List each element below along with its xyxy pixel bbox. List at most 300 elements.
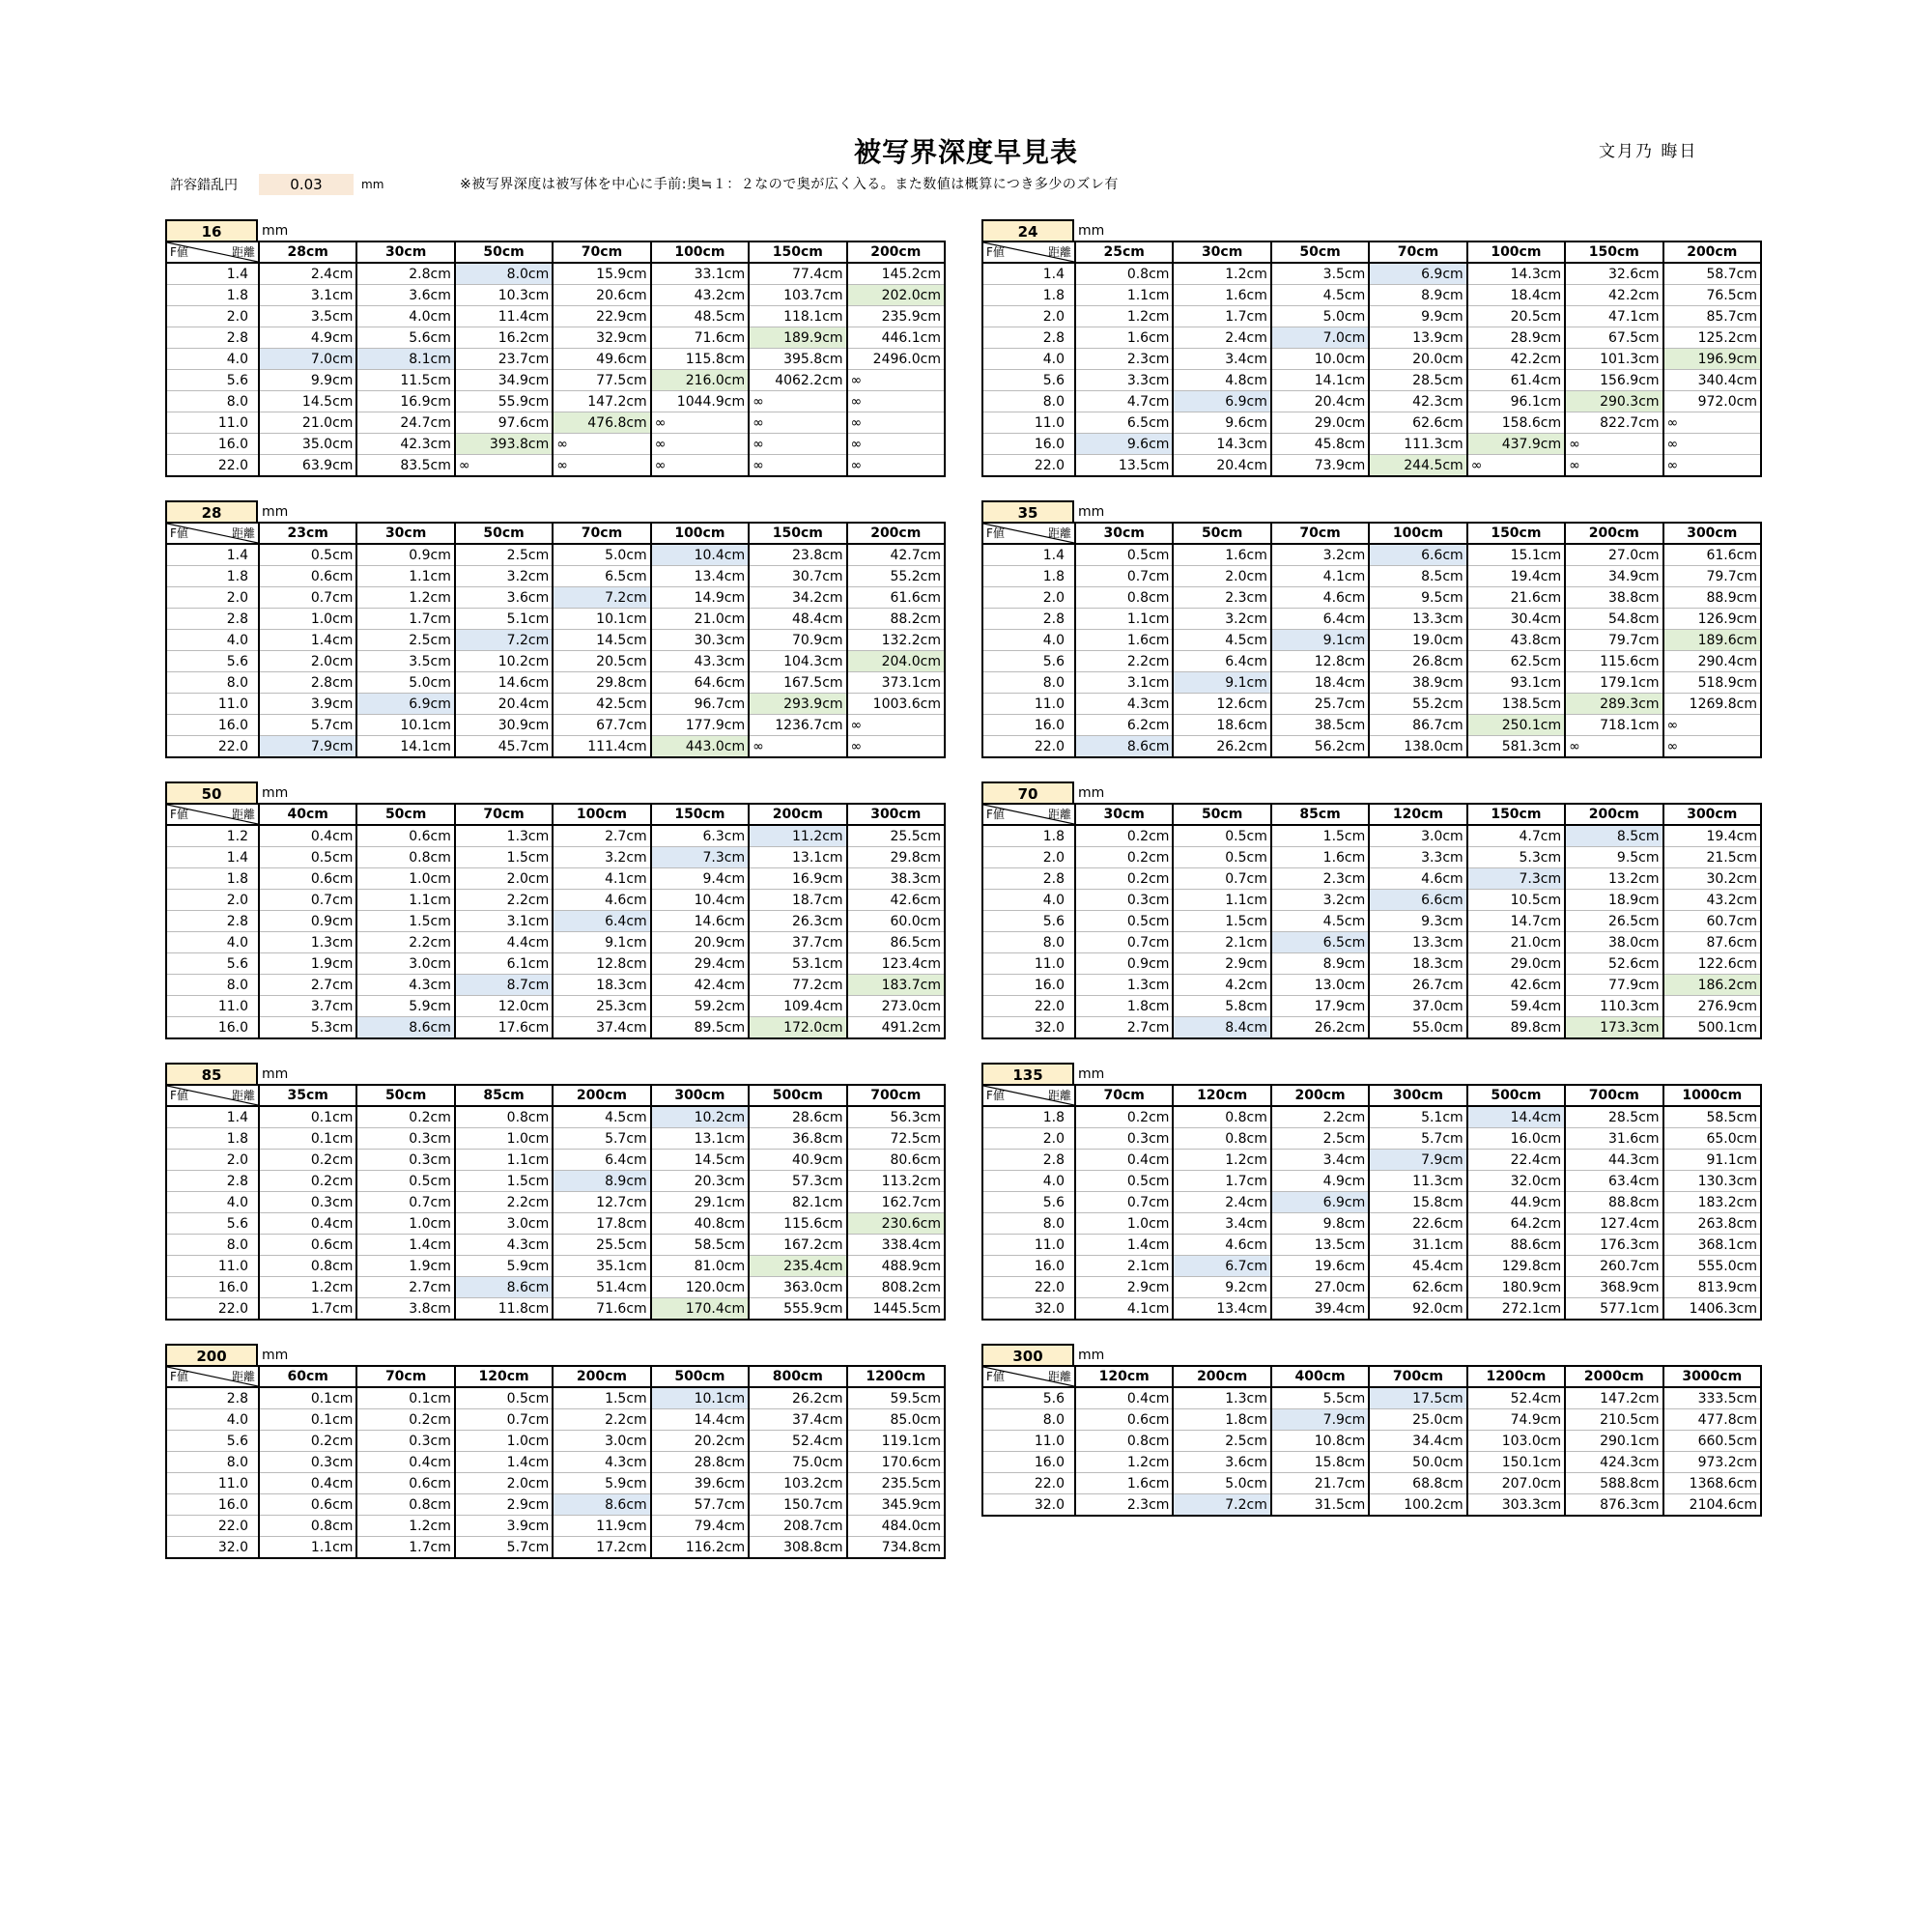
dof-value-cell: 88.9cm bbox=[1663, 587, 1761, 609]
dof-value-cell: 0.5cm bbox=[455, 1387, 553, 1409]
dof-value-cell: 12.8cm bbox=[553, 953, 650, 975]
distance-header: 距離 bbox=[1047, 245, 1071, 259]
f-number-cell: 5.6 bbox=[982, 1387, 1075, 1409]
f-number-cell: 8.0 bbox=[166, 975, 259, 996]
dof-value-cell: 20.4cm bbox=[455, 694, 553, 715]
dof-value-cell: 1.6cm bbox=[1075, 1473, 1173, 1494]
f-number-cell: 2.0 bbox=[166, 306, 259, 327]
f-number-cell: 32.0 bbox=[166, 1537, 259, 1559]
dof-value-cell: 5.7cm bbox=[455, 1537, 553, 1559]
table-row bbox=[982, 1150, 1761, 1171]
dof-value-cell: 16.9cm bbox=[356, 391, 454, 412]
dof-value-cell: 9.1cm bbox=[553, 932, 650, 953]
dof-value-cell: 25.7cm bbox=[1271, 694, 1369, 715]
dof-value-cell: 1.3cm bbox=[259, 932, 356, 953]
dof-value-cell: 4.5cm bbox=[1271, 285, 1369, 306]
dof-value-cell: 0.7cm bbox=[259, 587, 356, 609]
table-head bbox=[165, 1061, 946, 1084]
f-number-cell: 1.8 bbox=[166, 868, 259, 890]
dof-value-cell: ∞ bbox=[1467, 455, 1565, 477]
dof-value-cell: 23.8cm bbox=[749, 544, 846, 566]
corner-header bbox=[982, 804, 1075, 825]
dof-value-cell: 2.5cm bbox=[1271, 1128, 1369, 1150]
dof-value-cell: 813.9cm bbox=[1663, 1277, 1761, 1298]
dof-value-cell: 6.3cm bbox=[651, 825, 749, 847]
dof-value-cell: 14.6cm bbox=[455, 672, 553, 694]
dof-value-cell: 8.9cm bbox=[553, 1171, 650, 1192]
f-number-header: F値 bbox=[986, 1370, 1005, 1383]
f-number-cell: 11.0 bbox=[166, 996, 259, 1017]
dof-value-cell: 1.6cm bbox=[1173, 544, 1270, 566]
dof-value-cell: 1.2cm bbox=[356, 1516, 454, 1537]
dof-table-block bbox=[165, 217, 946, 477]
dof-value-cell: 126.9cm bbox=[1663, 609, 1761, 630]
f-number-cell: 11.0 bbox=[166, 694, 259, 715]
dof-value-cell: 196.9cm bbox=[1663, 349, 1761, 370]
dof-value-cell: 21.5cm bbox=[1663, 847, 1761, 868]
table-row bbox=[166, 370, 945, 391]
dof-value-cell: 21.7cm bbox=[1271, 1473, 1369, 1494]
dof-value-cell: 74.9cm bbox=[1467, 1409, 1565, 1431]
dof-value-cell: 3.8cm bbox=[356, 1298, 454, 1321]
dof-value-cell: 0.9cm bbox=[1075, 953, 1173, 975]
table-row bbox=[166, 1256, 945, 1277]
dof-value-cell: 29.0cm bbox=[1271, 412, 1369, 434]
dof-value-cell: 0.2cm bbox=[1075, 847, 1173, 868]
focal-length-value[interactable]: 70 bbox=[981, 781, 1074, 803]
dof-value-cell: 51.4cm bbox=[553, 1277, 650, 1298]
dof-value-cell: 14.5cm bbox=[259, 391, 356, 412]
dof-table bbox=[981, 241, 1762, 477]
dof-value-cell: 93.1cm bbox=[1467, 672, 1565, 694]
dof-value-cell: 7.2cm bbox=[455, 630, 553, 651]
author-name: 文月乃 晦日 bbox=[1599, 142, 1698, 161]
dof-table bbox=[981, 1365, 1762, 1517]
dof-value-cell: 67.7cm bbox=[553, 715, 650, 736]
dof-value-cell: 437.9cm bbox=[1467, 434, 1565, 455]
f-number-cell: 1.8 bbox=[982, 825, 1075, 847]
dof-value-cell: 63.4cm bbox=[1565, 1171, 1662, 1192]
dof-value-cell: 7.9cm bbox=[259, 736, 356, 758]
dof-value-cell: 2.9cm bbox=[1075, 1277, 1173, 1298]
dof-value-cell: 0.5cm bbox=[1173, 847, 1270, 868]
dof-value-cell: ∞ bbox=[847, 412, 945, 434]
table-row bbox=[982, 736, 1761, 758]
table-row bbox=[982, 306, 1761, 327]
dof-value-cell: 42.2cm bbox=[1467, 349, 1565, 370]
focal-length-value[interactable]: 16 bbox=[165, 219, 258, 241]
dof-value-cell: 5.3cm bbox=[259, 1017, 356, 1039]
f-number-cell: 22.0 bbox=[982, 736, 1075, 758]
distance-column-header: 70cm bbox=[356, 1366, 454, 1387]
dof-value-cell: 88.8cm bbox=[1565, 1192, 1662, 1213]
focal-unit: mm bbox=[262, 1348, 289, 1363]
table-row bbox=[166, 306, 945, 327]
dof-value-cell: 0.2cm bbox=[259, 1431, 356, 1452]
table-row bbox=[166, 1235, 945, 1256]
dof-value-cell: 65.0cm bbox=[1663, 1128, 1761, 1150]
dof-value-cell: 808.2cm bbox=[847, 1277, 945, 1298]
focal-length-value[interactable]: 300 bbox=[981, 1344, 1074, 1365]
table-row bbox=[982, 953, 1761, 975]
dof-value-cell: 40.8cm bbox=[651, 1213, 749, 1235]
dof-value-cell: 5.7cm bbox=[553, 1128, 650, 1150]
focal-length-value[interactable]: 85 bbox=[165, 1063, 258, 1084]
dof-value-cell: 11.2cm bbox=[749, 825, 846, 847]
dof-value-cell: 70.9cm bbox=[749, 630, 846, 651]
dof-value-cell: 368.1cm bbox=[1663, 1235, 1761, 1256]
f-number-cell: 1.8 bbox=[166, 285, 259, 306]
dof-value-cell: 7.0cm bbox=[1271, 327, 1369, 349]
dof-value-cell: 37.0cm bbox=[1369, 996, 1466, 1017]
dof-value-cell: 289.3cm bbox=[1565, 694, 1662, 715]
f-number-header: F値 bbox=[170, 808, 188, 821]
dof-value-cell: ∞ bbox=[1663, 455, 1761, 477]
header-row bbox=[982, 523, 1761, 544]
dof-value-cell: 7.3cm bbox=[651, 847, 749, 868]
dof-value-cell: 183.7cm bbox=[847, 975, 945, 996]
dof-value-cell: ∞ bbox=[847, 370, 945, 391]
table-row bbox=[166, 825, 945, 847]
focal-unit: mm bbox=[1078, 223, 1105, 239]
coc-label: 許容錯乱円 bbox=[170, 178, 238, 193]
dof-value-cell: ∞ bbox=[1565, 434, 1662, 455]
f-number-cell: 32.0 bbox=[982, 1298, 1075, 1321]
dof-value-cell: 52.4cm bbox=[1467, 1387, 1565, 1409]
distance-column-header: 150cm bbox=[651, 804, 749, 825]
dof-value-cell: 20.5cm bbox=[553, 651, 650, 672]
dof-value-cell: 0.4cm bbox=[1075, 1150, 1173, 1171]
header-row bbox=[166, 523, 945, 544]
table-row bbox=[982, 327, 1761, 349]
dof-value-cell: 173.3cm bbox=[1565, 1017, 1662, 1039]
focal-length-value[interactable]: 50 bbox=[165, 781, 258, 803]
dof-value-cell: 3.0cm bbox=[1369, 825, 1466, 847]
focal-length-value[interactable]: 200 bbox=[165, 1344, 258, 1365]
dof-value-cell: 2.4cm bbox=[1173, 327, 1270, 349]
distance-column-header: 100cm bbox=[1467, 242, 1565, 263]
f-number-cell: 11.0 bbox=[166, 412, 259, 434]
table-row bbox=[166, 1387, 945, 1409]
dof-value-cell: 80.6cm bbox=[847, 1150, 945, 1171]
table-row bbox=[982, 911, 1761, 932]
dof-value-cell: 9.9cm bbox=[259, 370, 356, 391]
table-row bbox=[166, 609, 945, 630]
dof-value-cell: 5.7cm bbox=[1369, 1128, 1466, 1150]
dof-value-cell: 17.5cm bbox=[1369, 1387, 1466, 1409]
f-number-cell: 1.8 bbox=[982, 285, 1075, 306]
dof-table bbox=[981, 522, 1762, 758]
dof-value-cell: 11.8cm bbox=[455, 1298, 553, 1321]
distance-column-header: 200cm bbox=[749, 804, 846, 825]
f-number-header: F値 bbox=[170, 1370, 188, 1383]
dof-value-cell: 42.3cm bbox=[1369, 391, 1466, 412]
table-row bbox=[982, 609, 1761, 630]
dof-value-cell: 119.1cm bbox=[847, 1431, 945, 1452]
focal-length-value[interactable]: 35 bbox=[981, 500, 1074, 522]
dof-value-cell: 0.2cm bbox=[356, 1106, 454, 1128]
focal-length-value[interactable]: 24 bbox=[981, 219, 1074, 241]
distance-column-header: 120cm bbox=[1369, 804, 1466, 825]
table-row bbox=[166, 1516, 945, 1537]
dof-value-cell: 2.7cm bbox=[356, 1277, 454, 1298]
focal-length-value[interactable]: 28 bbox=[165, 500, 258, 522]
dof-value-cell: 9.8cm bbox=[1271, 1213, 1369, 1235]
dof-value-cell: 110.3cm bbox=[1565, 996, 1662, 1017]
table-row bbox=[166, 455, 945, 477]
f-number-cell: 5.6 bbox=[982, 651, 1075, 672]
dof-value-cell: 0.8cm bbox=[356, 1494, 454, 1516]
dof-value-cell: 476.8cm bbox=[553, 412, 650, 434]
dof-value-cell: 79.7cm bbox=[1565, 630, 1662, 651]
dof-value-cell: 8.6cm bbox=[356, 1017, 454, 1039]
dof-value-cell: 0.7cm bbox=[1173, 868, 1270, 890]
header-row bbox=[166, 1085, 945, 1106]
distance-column-header: 50cm bbox=[356, 1085, 454, 1106]
dof-value-cell: 43.3cm bbox=[651, 651, 749, 672]
dof-value-cell: 1.9cm bbox=[356, 1256, 454, 1277]
dof-value-cell: 13.0cm bbox=[1271, 975, 1369, 996]
dof-value-cell: 0.1cm bbox=[259, 1387, 356, 1409]
dof-value-cell: 276.9cm bbox=[1663, 996, 1761, 1017]
dof-table-block bbox=[981, 498, 1762, 758]
dof-value-cell: 395.8cm bbox=[749, 349, 846, 370]
dof-value-cell: 555.0cm bbox=[1663, 1256, 1761, 1277]
coc-setting bbox=[170, 174, 384, 195]
dof-value-cell: 10.1cm bbox=[356, 715, 454, 736]
dof-value-cell: ∞ bbox=[847, 391, 945, 412]
dof-value-cell: 0.2cm bbox=[356, 1409, 454, 1431]
dof-value-cell: 8.6cm bbox=[553, 1494, 650, 1516]
dof-value-cell: 0.1cm bbox=[356, 1387, 454, 1409]
table-row bbox=[982, 434, 1761, 455]
dof-value-cell: 5.8cm bbox=[1173, 996, 1270, 1017]
dof-value-cell: 20.4cm bbox=[1271, 391, 1369, 412]
dof-value-cell: 1003.6cm bbox=[847, 694, 945, 715]
table-row bbox=[166, 736, 945, 758]
dof-value-cell: 9.2cm bbox=[1173, 1277, 1270, 1298]
dof-value-cell: 138.5cm bbox=[1467, 694, 1565, 715]
distance-column-header: 700cm bbox=[847, 1085, 945, 1106]
header-row bbox=[982, 242, 1761, 263]
coc-value-field[interactable]: 0.03 bbox=[259, 174, 354, 195]
dof-value-cell: 3.2cm bbox=[1271, 544, 1369, 566]
table-row bbox=[982, 1298, 1761, 1321]
distance-column-header: 200cm bbox=[1173, 1366, 1270, 1387]
dof-value-cell: ∞ bbox=[1663, 412, 1761, 434]
dof-value-cell: 32.6cm bbox=[1565, 263, 1662, 285]
dof-value-cell: 42.2cm bbox=[1565, 285, 1662, 306]
table-row bbox=[982, 455, 1761, 477]
table-head bbox=[981, 217, 1762, 241]
dof-value-cell: 263.8cm bbox=[1663, 1213, 1761, 1235]
dof-value-cell: 29.0cm bbox=[1467, 953, 1565, 975]
table-row bbox=[166, 1537, 945, 1559]
dof-value-cell: 876.3cm bbox=[1565, 1494, 1662, 1517]
dof-value-cell: 100.2cm bbox=[1369, 1494, 1466, 1517]
dof-value-cell: 44.3cm bbox=[1565, 1150, 1662, 1171]
dof-value-cell: 23.7cm bbox=[455, 349, 553, 370]
dof-value-cell: 822.7cm bbox=[1565, 412, 1662, 434]
dof-value-cell: 14.1cm bbox=[356, 736, 454, 758]
dof-value-cell: 54.8cm bbox=[1565, 609, 1662, 630]
dof-value-cell: 42.5cm bbox=[553, 694, 650, 715]
dof-value-cell: 4.6cm bbox=[1173, 1235, 1270, 1256]
f-number-cell: 2.0 bbox=[166, 890, 259, 911]
dof-value-cell: 44.9cm bbox=[1467, 1192, 1565, 1213]
dof-value-cell: 368.9cm bbox=[1565, 1277, 1662, 1298]
corner-header bbox=[982, 1366, 1075, 1387]
f-number-cell: 16.0 bbox=[982, 1256, 1075, 1277]
dof-value-cell: 1406.3cm bbox=[1663, 1298, 1761, 1321]
dof-value-cell: 42.6cm bbox=[847, 890, 945, 911]
table-row bbox=[166, 391, 945, 412]
dof-value-cell: 308.8cm bbox=[749, 1537, 846, 1559]
dof-value-cell: 2.1cm bbox=[1075, 1256, 1173, 1277]
corner-header bbox=[166, 804, 259, 825]
dof-value-cell: 4.9cm bbox=[259, 327, 356, 349]
dof-value-cell: 2.3cm bbox=[1075, 1494, 1173, 1517]
table-row bbox=[166, 1106, 945, 1128]
distance-header: 距離 bbox=[231, 1089, 255, 1102]
dof-value-cell: ∞ bbox=[749, 455, 846, 477]
dof-value-cell: 0.1cm bbox=[259, 1128, 356, 1150]
dof-value-cell: 3.3cm bbox=[1075, 370, 1173, 391]
dof-value-cell: 518.9cm bbox=[1663, 672, 1761, 694]
f-number-cell: 11.0 bbox=[166, 1473, 259, 1494]
dof-value-cell: 2.0cm bbox=[259, 651, 356, 672]
dof-value-cell: 162.7cm bbox=[847, 1192, 945, 1213]
dof-value-cell: 13.4cm bbox=[651, 566, 749, 587]
f-number-cell: 1.8 bbox=[166, 566, 259, 587]
f-number-cell: 5.6 bbox=[166, 651, 259, 672]
dof-value-cell: 7.3cm bbox=[1467, 868, 1565, 890]
dof-value-cell: 6.5cm bbox=[553, 566, 650, 587]
distance-column-header: 28cm bbox=[259, 242, 356, 263]
dof-value-cell: 18.4cm bbox=[1467, 285, 1565, 306]
dof-value-cell: 2104.6cm bbox=[1663, 1494, 1761, 1517]
corner-header bbox=[982, 242, 1075, 263]
table-row bbox=[166, 327, 945, 349]
corner-header bbox=[982, 1085, 1075, 1106]
dof-value-cell: 0.7cm bbox=[1075, 1192, 1173, 1213]
dof-value-cell: 5.1cm bbox=[1369, 1106, 1466, 1128]
dof-table-block bbox=[165, 1061, 946, 1321]
f-number-cell: 11.0 bbox=[166, 1256, 259, 1277]
dof-value-cell: 34.4cm bbox=[1369, 1431, 1466, 1452]
f-number-cell: 5.6 bbox=[166, 1213, 259, 1235]
dof-value-cell: 1044.9cm bbox=[651, 391, 749, 412]
dof-value-cell: 2.2cm bbox=[1075, 651, 1173, 672]
dof-value-cell: 39.6cm bbox=[651, 1473, 749, 1494]
dof-value-cell: 55.9cm bbox=[455, 391, 553, 412]
dof-value-cell: 1.2cm bbox=[259, 1277, 356, 1298]
distance-column-header: 85cm bbox=[1271, 804, 1369, 825]
dof-value-cell: 5.9cm bbox=[455, 1256, 553, 1277]
f-number-cell: 22.0 bbox=[982, 1277, 1075, 1298]
dof-value-cell: 4.7cm bbox=[1075, 391, 1173, 412]
dof-value-cell: 2.3cm bbox=[1271, 868, 1369, 890]
dof-value-cell: 1269.8cm bbox=[1663, 694, 1761, 715]
dof-value-cell: 4.4cm bbox=[455, 932, 553, 953]
distance-column-header: 100cm bbox=[553, 804, 650, 825]
dof-value-cell: 0.2cm bbox=[1075, 1106, 1173, 1128]
dof-value-cell: 14.5cm bbox=[651, 1150, 749, 1171]
dof-value-cell: 158.6cm bbox=[1467, 412, 1565, 434]
dof-value-cell: 17.6cm bbox=[455, 1017, 553, 1039]
dof-value-cell: 113.2cm bbox=[847, 1171, 945, 1192]
dof-value-cell: 491.2cm bbox=[847, 1017, 945, 1039]
f-number-cell: 5.6 bbox=[982, 911, 1075, 932]
dof-value-cell: 42.6cm bbox=[1467, 975, 1565, 996]
distance-column-header: 2000cm bbox=[1565, 1366, 1662, 1387]
dof-value-cell: 18.6cm bbox=[1173, 715, 1270, 736]
table-row bbox=[166, 1452, 945, 1473]
dof-value-cell: 132.2cm bbox=[847, 630, 945, 651]
distance-column-header: 50cm bbox=[356, 804, 454, 825]
distance-column-header: 500cm bbox=[651, 1366, 749, 1387]
dof-value-cell: 293.9cm bbox=[749, 694, 846, 715]
dof-value-cell: 2.7cm bbox=[1075, 1017, 1173, 1039]
dof-value-cell: 13.4cm bbox=[1173, 1298, 1270, 1321]
dof-value-cell: 2.9cm bbox=[455, 1494, 553, 1516]
dof-value-cell: 28.5cm bbox=[1565, 1106, 1662, 1128]
dof-value-cell: 14.3cm bbox=[1173, 434, 1270, 455]
dof-value-cell: 31.6cm bbox=[1565, 1128, 1662, 1150]
dof-value-cell: 734.8cm bbox=[847, 1537, 945, 1559]
dof-value-cell: 0.8cm bbox=[1075, 1431, 1173, 1452]
dof-value-cell: 17.2cm bbox=[553, 1537, 650, 1559]
dof-value-cell: 13.3cm bbox=[1369, 932, 1466, 953]
dof-value-cell: 1.7cm bbox=[259, 1298, 356, 1321]
dof-value-cell: 88.6cm bbox=[1467, 1235, 1565, 1256]
table-row bbox=[166, 1171, 945, 1192]
table-head bbox=[981, 498, 1762, 522]
dof-value-cell: 30.9cm bbox=[455, 715, 553, 736]
dof-value-cell: 29.8cm bbox=[553, 672, 650, 694]
f-number-cell: 4.0 bbox=[166, 1192, 259, 1213]
dof-value-cell: 0.3cm bbox=[356, 1431, 454, 1452]
dof-value-cell: ∞ bbox=[651, 434, 749, 455]
dof-value-cell: 973.2cm bbox=[1663, 1452, 1761, 1473]
corner-header bbox=[166, 523, 259, 544]
f-number-cell: 8.0 bbox=[166, 1235, 259, 1256]
f-number-cell: 5.6 bbox=[166, 1431, 259, 1452]
f-number-cell: 4.0 bbox=[982, 890, 1075, 911]
distance-column-header: 1200cm bbox=[1467, 1366, 1565, 1387]
dof-value-cell: ∞ bbox=[749, 434, 846, 455]
dof-value-cell: 500.1cm bbox=[1663, 1017, 1761, 1039]
dof-value-cell: 77.9cm bbox=[1565, 975, 1662, 996]
dof-value-cell: 40.9cm bbox=[749, 1150, 846, 1171]
header-row bbox=[166, 242, 945, 263]
dof-value-cell: 1.3cm bbox=[1075, 975, 1173, 996]
distance-column-header: 300cm bbox=[1663, 523, 1761, 544]
dof-value-cell: 3.5cm bbox=[1271, 263, 1369, 285]
dof-value-cell: 0.4cm bbox=[1075, 1387, 1173, 1409]
dof-value-cell: 45.7cm bbox=[455, 736, 553, 758]
f-number-cell: 8.0 bbox=[166, 672, 259, 694]
f-number-cell: 1.4 bbox=[166, 1106, 259, 1128]
f-number-header: F値 bbox=[986, 526, 1005, 540]
dof-value-cell: 2496.0cm bbox=[847, 349, 945, 370]
page-title: 被写界深度早見表 bbox=[853, 136, 1078, 168]
dof-value-cell: 59.2cm bbox=[651, 996, 749, 1017]
distance-column-header: 150cm bbox=[749, 523, 846, 544]
f-number-cell: 2.8 bbox=[166, 327, 259, 349]
focal-length-value[interactable]: 135 bbox=[981, 1063, 1074, 1084]
table-row bbox=[166, 694, 945, 715]
